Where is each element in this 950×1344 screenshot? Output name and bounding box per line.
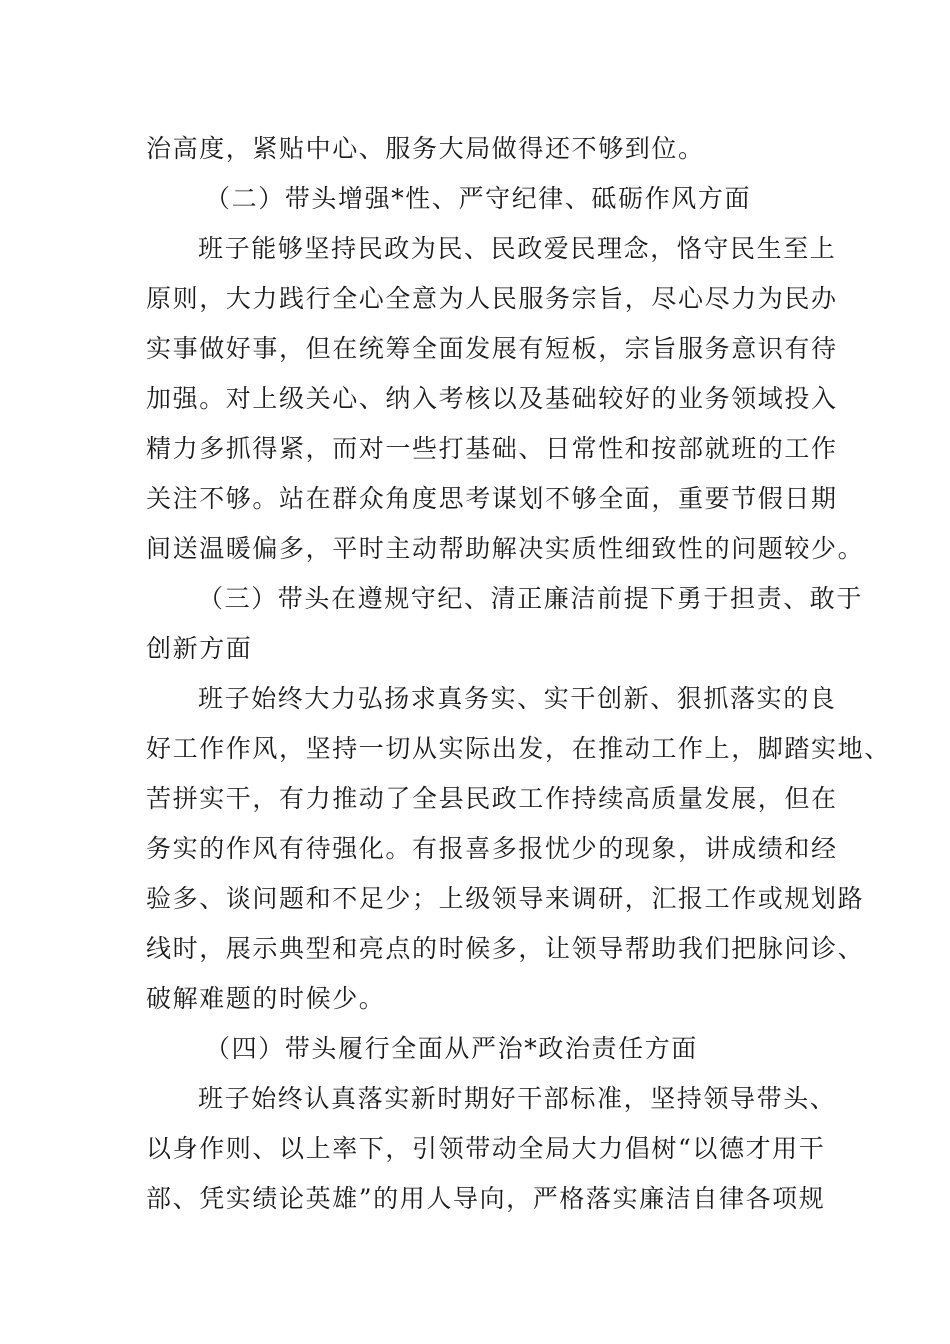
paragraph-line: 务实的作风有待强化。有报喜多报忧少的现象，讲成绩和经 — [146, 834, 838, 863]
paragraph-line: 治高度，紧贴中心、服务大局做得还不够到位。 — [146, 134, 705, 163]
paragraph-line: 验多、谈问题和不足少；上级领导来调研，汇报工作或规划路 — [146, 884, 865, 913]
section-heading-3-cont: 创新方面 — [146, 634, 253, 663]
paragraph-line: 精力多抓得紧，而对一些打基础、日常性和按部就班的工作 — [146, 434, 838, 463]
paragraph-line: 破解难题的时候少。 — [146, 984, 386, 1013]
paragraph-line: 班子能够坚持民政为民、民政爱民理念，恪守民生至上 — [198, 234, 837, 263]
paragraph-line: 加强。对上级关心、纳入考核以及基础较好的业务领域投入 — [146, 384, 838, 413]
section-heading-4: （四）带头履行全面从严治*政治责任方面 — [205, 1034, 698, 1063]
paragraph-line: 间送温暖偏多，平时主动帮助解决实质性细致性的问题较少。 — [146, 534, 865, 563]
paragraph-line: 班子始终认真落实新时期好干部标准，坚持领导带头、 — [198, 1084, 837, 1113]
paragraph-line: 实事做好事，但在统筹全面发展有短板，宗旨服务意识有待 — [146, 334, 838, 363]
paragraph-line: 苦拼实干，有力推动了全县民政工作持续高质量发展，但在 — [146, 784, 838, 813]
section-heading-3: （三）带头在遵规守纪、清正廉洁前提下勇于担责、敢于 — [198, 584, 864, 613]
paragraph-line: 以身作则、以上率下，引领带动全局大力倡树“以德才用干 — [146, 1134, 826, 1163]
section-heading-2: （二）带头增强*性、严守纪律、砥砺作风方面 — [205, 184, 752, 213]
paragraph-line: 原则，大力践行全心全意为人民服务宗旨，尽心尽力为民办 — [146, 284, 838, 313]
paragraph-line: 线时，展示典型和亮点的时候多，让领导帮助我们把脉问诊、 — [146, 934, 865, 963]
paragraph-line: 关注不够。站在群众角度思考谋划不够全面，重要节假日期 — [146, 484, 838, 513]
paragraph-line: 部、凭实绩论英雄”的用人导向，严格落实廉洁自律各项规 — [146, 1184, 826, 1213]
paragraph-line: 好工作作风，坚持一切从实际出发，在推动工作上，脚踏实地、 — [146, 734, 891, 763]
paragraph-line: 班子始终大力弘扬求真务实、实干创新、狠抓落实的良 — [198, 684, 837, 713]
